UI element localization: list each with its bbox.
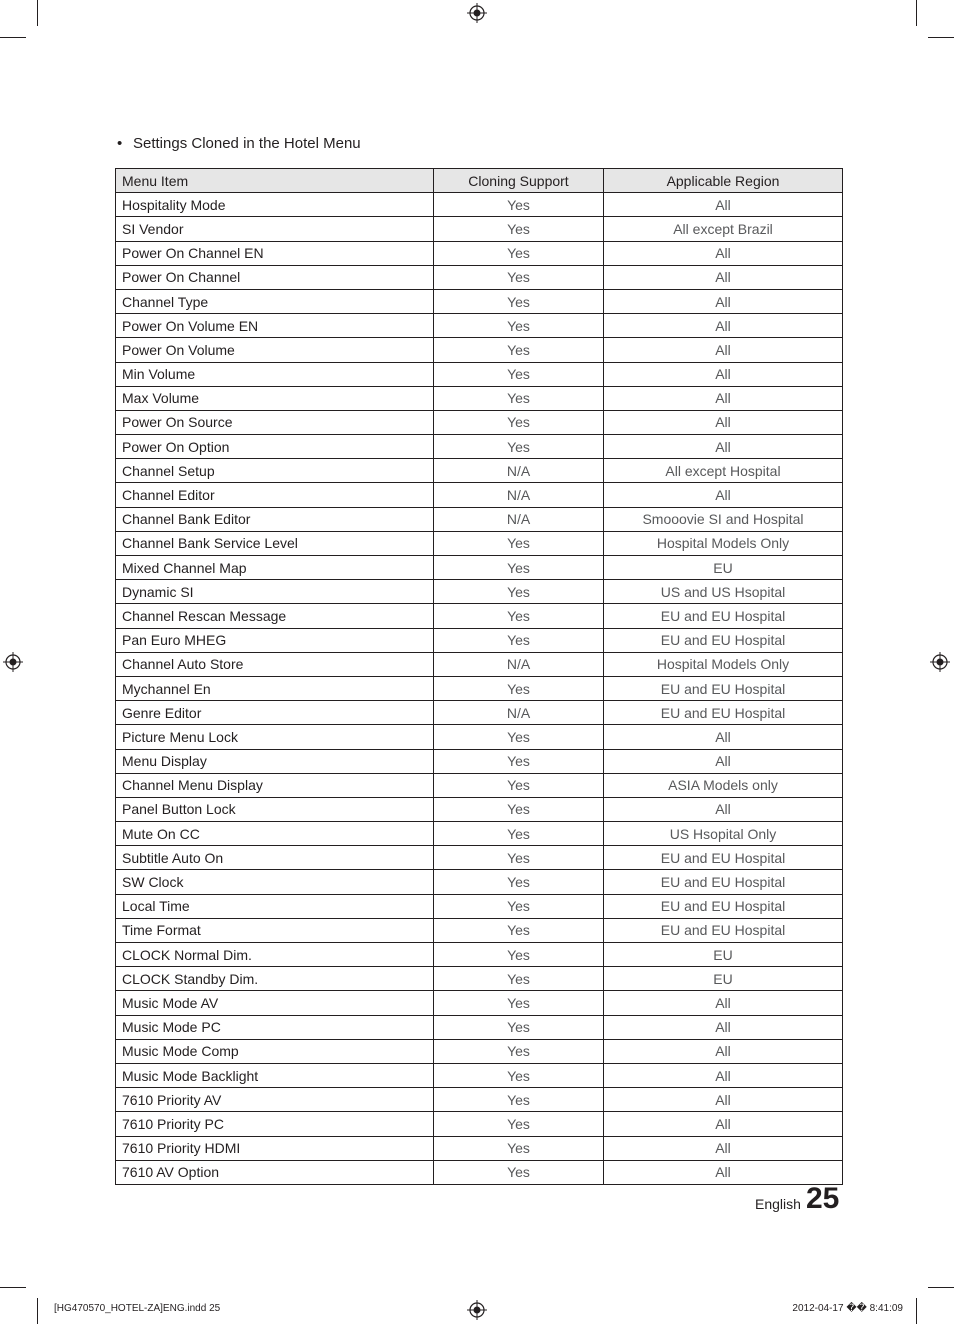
cell-cloning-support: Yes bbox=[434, 1160, 604, 1184]
cell-applicable-region: EU and EU Hospital bbox=[604, 676, 843, 700]
cell-menu-item: Min Volume bbox=[116, 362, 434, 386]
settings-table bbox=[115, 168, 843, 1185]
cell-menu-item: Picture Menu Lock bbox=[116, 725, 434, 749]
cell-menu-item: SW Clock bbox=[116, 870, 434, 894]
cell-menu-item: CLOCK Standby Dim. bbox=[116, 967, 434, 991]
cell-cloning-support: Yes bbox=[434, 773, 604, 797]
cell-applicable-region: EU and EU Hospital bbox=[604, 701, 843, 725]
cell-cloning-support: Yes bbox=[434, 1112, 604, 1136]
cell-applicable-region: US Hsopital Only bbox=[604, 822, 843, 846]
cell-menu-item: 7610 Priority PC bbox=[116, 1112, 434, 1136]
cell-cloning-support: Yes bbox=[434, 435, 604, 459]
table-row bbox=[116, 797, 843, 821]
table-row bbox=[116, 918, 843, 942]
crop-mark bbox=[928, 1287, 954, 1288]
registration-mark-icon bbox=[3, 652, 23, 672]
cell-menu-item: Mychannel En bbox=[116, 676, 434, 700]
cell-applicable-region: EU and EU Hospital bbox=[604, 918, 843, 942]
cell-applicable-region: ASIA Models only bbox=[604, 773, 843, 797]
cell-menu-item: 7610 Priority HDMI bbox=[116, 1136, 434, 1160]
cell-applicable-region: All bbox=[604, 241, 843, 265]
table-row bbox=[116, 241, 843, 265]
table-row bbox=[116, 386, 843, 410]
cell-menu-item: Channel Editor bbox=[116, 483, 434, 507]
cell-applicable-region: All bbox=[604, 338, 843, 362]
table-row bbox=[116, 435, 843, 459]
bullet: • bbox=[117, 135, 123, 152]
cell-cloning-support: Yes bbox=[434, 580, 604, 604]
section-heading bbox=[117, 135, 361, 152]
cell-menu-item: Power On Volume EN bbox=[116, 314, 434, 338]
table-row bbox=[116, 531, 843, 555]
cell-cloning-support: Yes bbox=[434, 241, 604, 265]
cell-cloning-support: Yes bbox=[434, 797, 604, 821]
cell-applicable-region: All bbox=[604, 193, 843, 217]
page-number: 25 bbox=[806, 1182, 840, 1215]
cell-menu-item: Music Mode Backlight bbox=[116, 1063, 434, 1087]
table-row bbox=[116, 943, 843, 967]
cell-menu-item: Music Mode Comp bbox=[116, 1039, 434, 1063]
cell-applicable-region: All bbox=[604, 362, 843, 386]
cell-applicable-region: EU and EU Hospital bbox=[604, 628, 843, 652]
table-row bbox=[116, 265, 843, 289]
table-row bbox=[116, 1039, 843, 1063]
cell-applicable-region: EU bbox=[604, 967, 843, 991]
cell-cloning-support: N/A bbox=[434, 483, 604, 507]
cell-applicable-region: All except Brazil bbox=[604, 217, 843, 241]
cell-applicable-region: All bbox=[604, 1063, 843, 1087]
table-row bbox=[116, 991, 843, 1015]
cell-menu-item: Time Format bbox=[116, 918, 434, 942]
cell-applicable-region: All bbox=[604, 289, 843, 313]
cell-applicable-region: All bbox=[604, 386, 843, 410]
cell-applicable-region: Hospital Models Only bbox=[604, 531, 843, 555]
table-row bbox=[116, 773, 843, 797]
cell-menu-item: Pan Euro MHEG bbox=[116, 628, 434, 652]
cell-menu-item: Power On Source bbox=[116, 410, 434, 434]
table-row bbox=[116, 676, 843, 700]
table-row bbox=[116, 1015, 843, 1039]
cell-menu-item: Music Mode PC bbox=[116, 1015, 434, 1039]
table-row bbox=[116, 1136, 843, 1160]
cell-applicable-region: EU and EU Hospital bbox=[604, 870, 843, 894]
cell-menu-item: Channel Rescan Message bbox=[116, 604, 434, 628]
table-row bbox=[116, 822, 843, 846]
table-row bbox=[116, 652, 843, 676]
cell-applicable-region: All bbox=[604, 265, 843, 289]
cell-menu-item: Channel Type bbox=[116, 289, 434, 313]
cell-applicable-region: US and US Hsopital bbox=[604, 580, 843, 604]
header-cloning-support: Cloning Support bbox=[434, 169, 604, 193]
header-applicable-region: Applicable Region bbox=[604, 169, 843, 193]
cell-menu-item: Music Mode AV bbox=[116, 991, 434, 1015]
table-row bbox=[116, 749, 843, 773]
cell-applicable-region: EU and EU Hospital bbox=[604, 894, 843, 918]
cell-cloning-support: Yes bbox=[434, 556, 604, 580]
table-row bbox=[116, 507, 843, 531]
cell-menu-item: 7610 Priority AV bbox=[116, 1088, 434, 1112]
table-row bbox=[116, 628, 843, 652]
cell-applicable-region: Hospital Models Only bbox=[604, 652, 843, 676]
cell-applicable-region: EU bbox=[604, 943, 843, 967]
cell-menu-item: Channel Setup bbox=[116, 459, 434, 483]
cell-cloning-support: Yes bbox=[434, 967, 604, 991]
table-row bbox=[116, 217, 843, 241]
cell-menu-item: Channel Bank Service Level bbox=[116, 531, 434, 555]
cell-applicable-region: All bbox=[604, 1112, 843, 1136]
cell-cloning-support: Yes bbox=[434, 265, 604, 289]
cell-menu-item: SI Vendor bbox=[116, 217, 434, 241]
cell-applicable-region: All bbox=[604, 1136, 843, 1160]
crop-mark bbox=[916, 1298, 917, 1324]
crop-mark bbox=[916, 0, 917, 26]
cell-applicable-region: All except Hospital bbox=[604, 459, 843, 483]
cell-menu-item: Dynamic SI bbox=[116, 580, 434, 604]
cell-cloning-support: Yes bbox=[434, 1088, 604, 1112]
cell-cloning-support: Yes bbox=[434, 362, 604, 386]
cell-menu-item: Local Time bbox=[116, 894, 434, 918]
cell-cloning-support: Yes bbox=[434, 846, 604, 870]
cell-cloning-support: Yes bbox=[434, 628, 604, 652]
table-row bbox=[116, 459, 843, 483]
heading-text: Settings Cloned in the Hotel Menu bbox=[133, 135, 361, 152]
cell-menu-item: Channel Bank Editor bbox=[116, 507, 434, 531]
cell-menu-item: Genre Editor bbox=[116, 701, 434, 725]
table-row bbox=[116, 362, 843, 386]
table-row bbox=[116, 725, 843, 749]
cell-menu-item: Max Volume bbox=[116, 386, 434, 410]
table-row bbox=[116, 846, 843, 870]
cell-menu-item: Power On Channel bbox=[116, 265, 434, 289]
cell-cloning-support: N/A bbox=[434, 652, 604, 676]
cell-applicable-region: All bbox=[604, 410, 843, 434]
cell-cloning-support: N/A bbox=[434, 507, 604, 531]
cell-menu-item: Subtitle Auto On bbox=[116, 846, 434, 870]
cell-applicable-region: All bbox=[604, 725, 843, 749]
registration-mark-icon bbox=[467, 3, 487, 23]
slug-timestamp: 2012-04-17 �� 8:41:09 bbox=[792, 1303, 903, 1314]
cell-menu-item: Hospitality Mode bbox=[116, 193, 434, 217]
table-row bbox=[116, 1160, 843, 1184]
cell-menu-item: Channel Auto Store bbox=[116, 652, 434, 676]
cell-cloning-support: Yes bbox=[434, 1136, 604, 1160]
cell-cloning-support: Yes bbox=[434, 314, 604, 338]
cell-cloning-support: Yes bbox=[434, 725, 604, 749]
table-row bbox=[116, 894, 843, 918]
cell-applicable-region: All bbox=[604, 1039, 843, 1063]
cell-cloning-support: N/A bbox=[434, 701, 604, 725]
cell-cloning-support: Yes bbox=[434, 1063, 604, 1087]
cell-menu-item: Power On Volume bbox=[116, 338, 434, 362]
cell-applicable-region: All bbox=[604, 797, 843, 821]
cell-menu-item: Power On Channel EN bbox=[116, 241, 434, 265]
table-row bbox=[116, 289, 843, 313]
cell-cloning-support: Yes bbox=[434, 822, 604, 846]
cell-cloning-support: Yes bbox=[434, 894, 604, 918]
cell-cloning-support: Yes bbox=[434, 676, 604, 700]
cell-cloning-support: Yes bbox=[434, 604, 604, 628]
cell-menu-item: Menu Display bbox=[116, 749, 434, 773]
cell-applicable-region: EU and EU Hospital bbox=[604, 846, 843, 870]
cell-menu-item: Mixed Channel Map bbox=[116, 556, 434, 580]
cell-menu-item: Mute On CC bbox=[116, 822, 434, 846]
table-row bbox=[116, 483, 843, 507]
table-row bbox=[116, 1112, 843, 1136]
table-row bbox=[116, 556, 843, 580]
cell-cloning-support: Yes bbox=[434, 870, 604, 894]
cell-cloning-support: Yes bbox=[434, 918, 604, 942]
crop-mark bbox=[0, 37, 26, 38]
crop-mark bbox=[0, 1287, 26, 1288]
cell-menu-item: CLOCK Normal Dim. bbox=[116, 943, 434, 967]
table-row bbox=[116, 870, 843, 894]
cell-applicable-region: All bbox=[604, 749, 843, 773]
table-header-row bbox=[116, 169, 843, 193]
cell-cloning-support: Yes bbox=[434, 1039, 604, 1063]
cell-applicable-region: Smooovie SI and Hospital bbox=[604, 507, 843, 531]
cell-cloning-support: Yes bbox=[434, 217, 604, 241]
table-row bbox=[116, 193, 843, 217]
cell-applicable-region: All bbox=[604, 314, 843, 338]
cell-cloning-support: Yes bbox=[434, 193, 604, 217]
registration-mark-icon bbox=[467, 1300, 487, 1320]
header-menu-item: Menu Item bbox=[116, 169, 434, 193]
table-row bbox=[116, 410, 843, 434]
cell-cloning-support: Yes bbox=[434, 386, 604, 410]
cell-cloning-support: Yes bbox=[434, 1015, 604, 1039]
cell-applicable-region: All bbox=[604, 991, 843, 1015]
footer-language: English bbox=[755, 1196, 801, 1212]
cell-cloning-support: Yes bbox=[434, 410, 604, 434]
crop-mark bbox=[37, 1298, 38, 1324]
table-row bbox=[116, 314, 843, 338]
cell-menu-item: Power On Option bbox=[116, 435, 434, 459]
cell-menu-item: 7610 AV Option bbox=[116, 1160, 434, 1184]
cell-cloning-support: Yes bbox=[434, 749, 604, 773]
cell-applicable-region: All bbox=[604, 1088, 843, 1112]
crop-mark bbox=[928, 37, 954, 38]
table-row bbox=[116, 1063, 843, 1087]
table-row bbox=[116, 701, 843, 725]
registration-mark-icon bbox=[930, 652, 950, 672]
cell-cloning-support: Yes bbox=[434, 943, 604, 967]
cell-cloning-support: N/A bbox=[434, 459, 604, 483]
cell-cloning-support: Yes bbox=[434, 531, 604, 555]
cell-applicable-region: EU bbox=[604, 556, 843, 580]
table-row bbox=[116, 1088, 843, 1112]
cell-applicable-region: All bbox=[604, 1015, 843, 1039]
table-row bbox=[116, 580, 843, 604]
cell-cloning-support: Yes bbox=[434, 289, 604, 313]
cell-applicable-region: All bbox=[604, 435, 843, 459]
cell-cloning-support: Yes bbox=[434, 991, 604, 1015]
cell-menu-item: Panel Button Lock bbox=[116, 797, 434, 821]
table-row bbox=[116, 967, 843, 991]
cell-cloning-support: Yes bbox=[434, 338, 604, 362]
cell-applicable-region: EU and EU Hospital bbox=[604, 604, 843, 628]
table-row bbox=[116, 338, 843, 362]
slug-file: [HG470570_HOTEL-ZA]ENG.indd 25 bbox=[54, 1303, 221, 1314]
crop-mark bbox=[37, 0, 38, 26]
cell-applicable-region: All bbox=[604, 1160, 843, 1184]
table-row bbox=[116, 604, 843, 628]
cell-menu-item: Channel Menu Display bbox=[116, 773, 434, 797]
cell-applicable-region: All bbox=[604, 483, 843, 507]
